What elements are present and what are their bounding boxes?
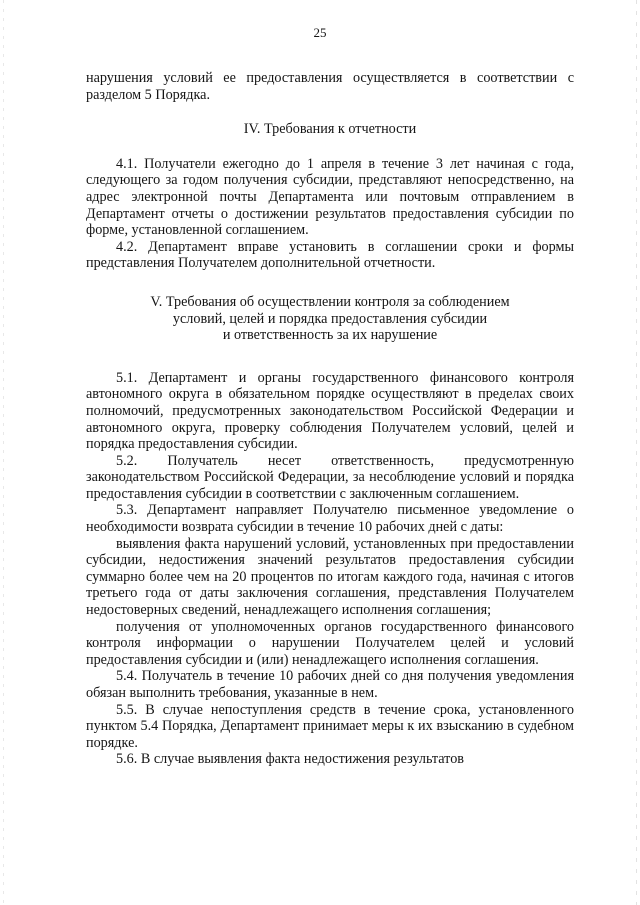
section-5-heading-line-2: условий, целей и порядка предоставления субсидии: [172, 310, 488, 327]
section-5-heading-line-3: и ответственность за их нарушение: [222, 327, 438, 344]
paragraph-5-6: 5.6. В случае выявления факта недостижения результатов: [116, 751, 464, 768]
section-4-heading: IV. Требования к отчетности: [243, 121, 417, 138]
paragraph-4-1: 4.1. Получатели ежегодно до 1 апреля в течение 3 лет начиная с года, следующего за годом получения субсидии, представляют непосредственно, на адрес электронной почты Департамента или почтовым отправлением в Департамент отчеты о достижении результатов предоставления субсидии по форме, установленной соглашением.: [86, 155, 574, 239]
paragraph-5-3-item-b: получения от уполномоченных органов государственного финансового контроля информации о нарушении Получателем целей и условий предоставления субсидии и (или) ненадлежащего исполнения соглашения.: [86, 618, 574, 668]
scan-edge-right: [636, 0, 637, 905]
paragraph-5-4: 5.4. Получатель в течение 10 рабочих дней со дня получения уведомления обязан выполнить требования, указанные в нем.: [86, 668, 574, 701]
paragraph-intro: нарушения условий ее предоставления осуществляется в соответствии с разделом 5 Порядка.: [86, 70, 574, 103]
document-body: [86, 70, 574, 768]
scan-edge-left: [3, 0, 4, 905]
page-number: 25: [313, 25, 327, 40]
paragraph-5-2: 5.2. Получатель несет ответственность, предусмотренную законодательством Российской Федерации, за несоблюдение условий и порядка предоставления субсидии в соответствии с заключенным соглашением.: [86, 452, 574, 502]
paragraph-5-3: 5.3. Департамент направляет Получателю письменное уведомление о необходимости возврата субсидии в течение 10 рабочих дней с даты:: [86, 502, 574, 536]
paragraph-5-5: 5.5. В случае непоступления средств в течение срока, установленного пунктом 5.4 Порядка, Департамент принимает меры к их взысканию в судебном порядке.: [86, 701, 574, 751]
paragraph-5-1: 5.1. Департамент и органы государственного финансового контроля автономного округа в обязательном порядке осуществляют в пределах своих полномочий, предусмотренных законодательством Российской Федерации и автономного округа, проверку соблюдения Получателем условий, целей и порядка предоставления субсидии.: [86, 369, 574, 453]
section-5-heading-line-1: V. Требования об осуществлении контроля за соблюдением: [150, 293, 510, 310]
section-5-heading: [86, 294, 574, 344]
paragraph-4-2: 4.2. Департамент вправе установить в соглашении сроки и формы представления Получателем дополнительной отчетности.: [86, 238, 574, 272]
paragraph-5-3-item-a: выявления факта нарушений условий, установленных при предоставлении субсидии, недостижения значений результатов предоставления субсидии суммарно более чем на 20 процентов по итогам каждого года, начиная с итогов третьего года от даты заключения соглашения, представления Получателем недостоверных сведений, ненадлежащего исполнения соглашения;: [86, 535, 574, 619]
